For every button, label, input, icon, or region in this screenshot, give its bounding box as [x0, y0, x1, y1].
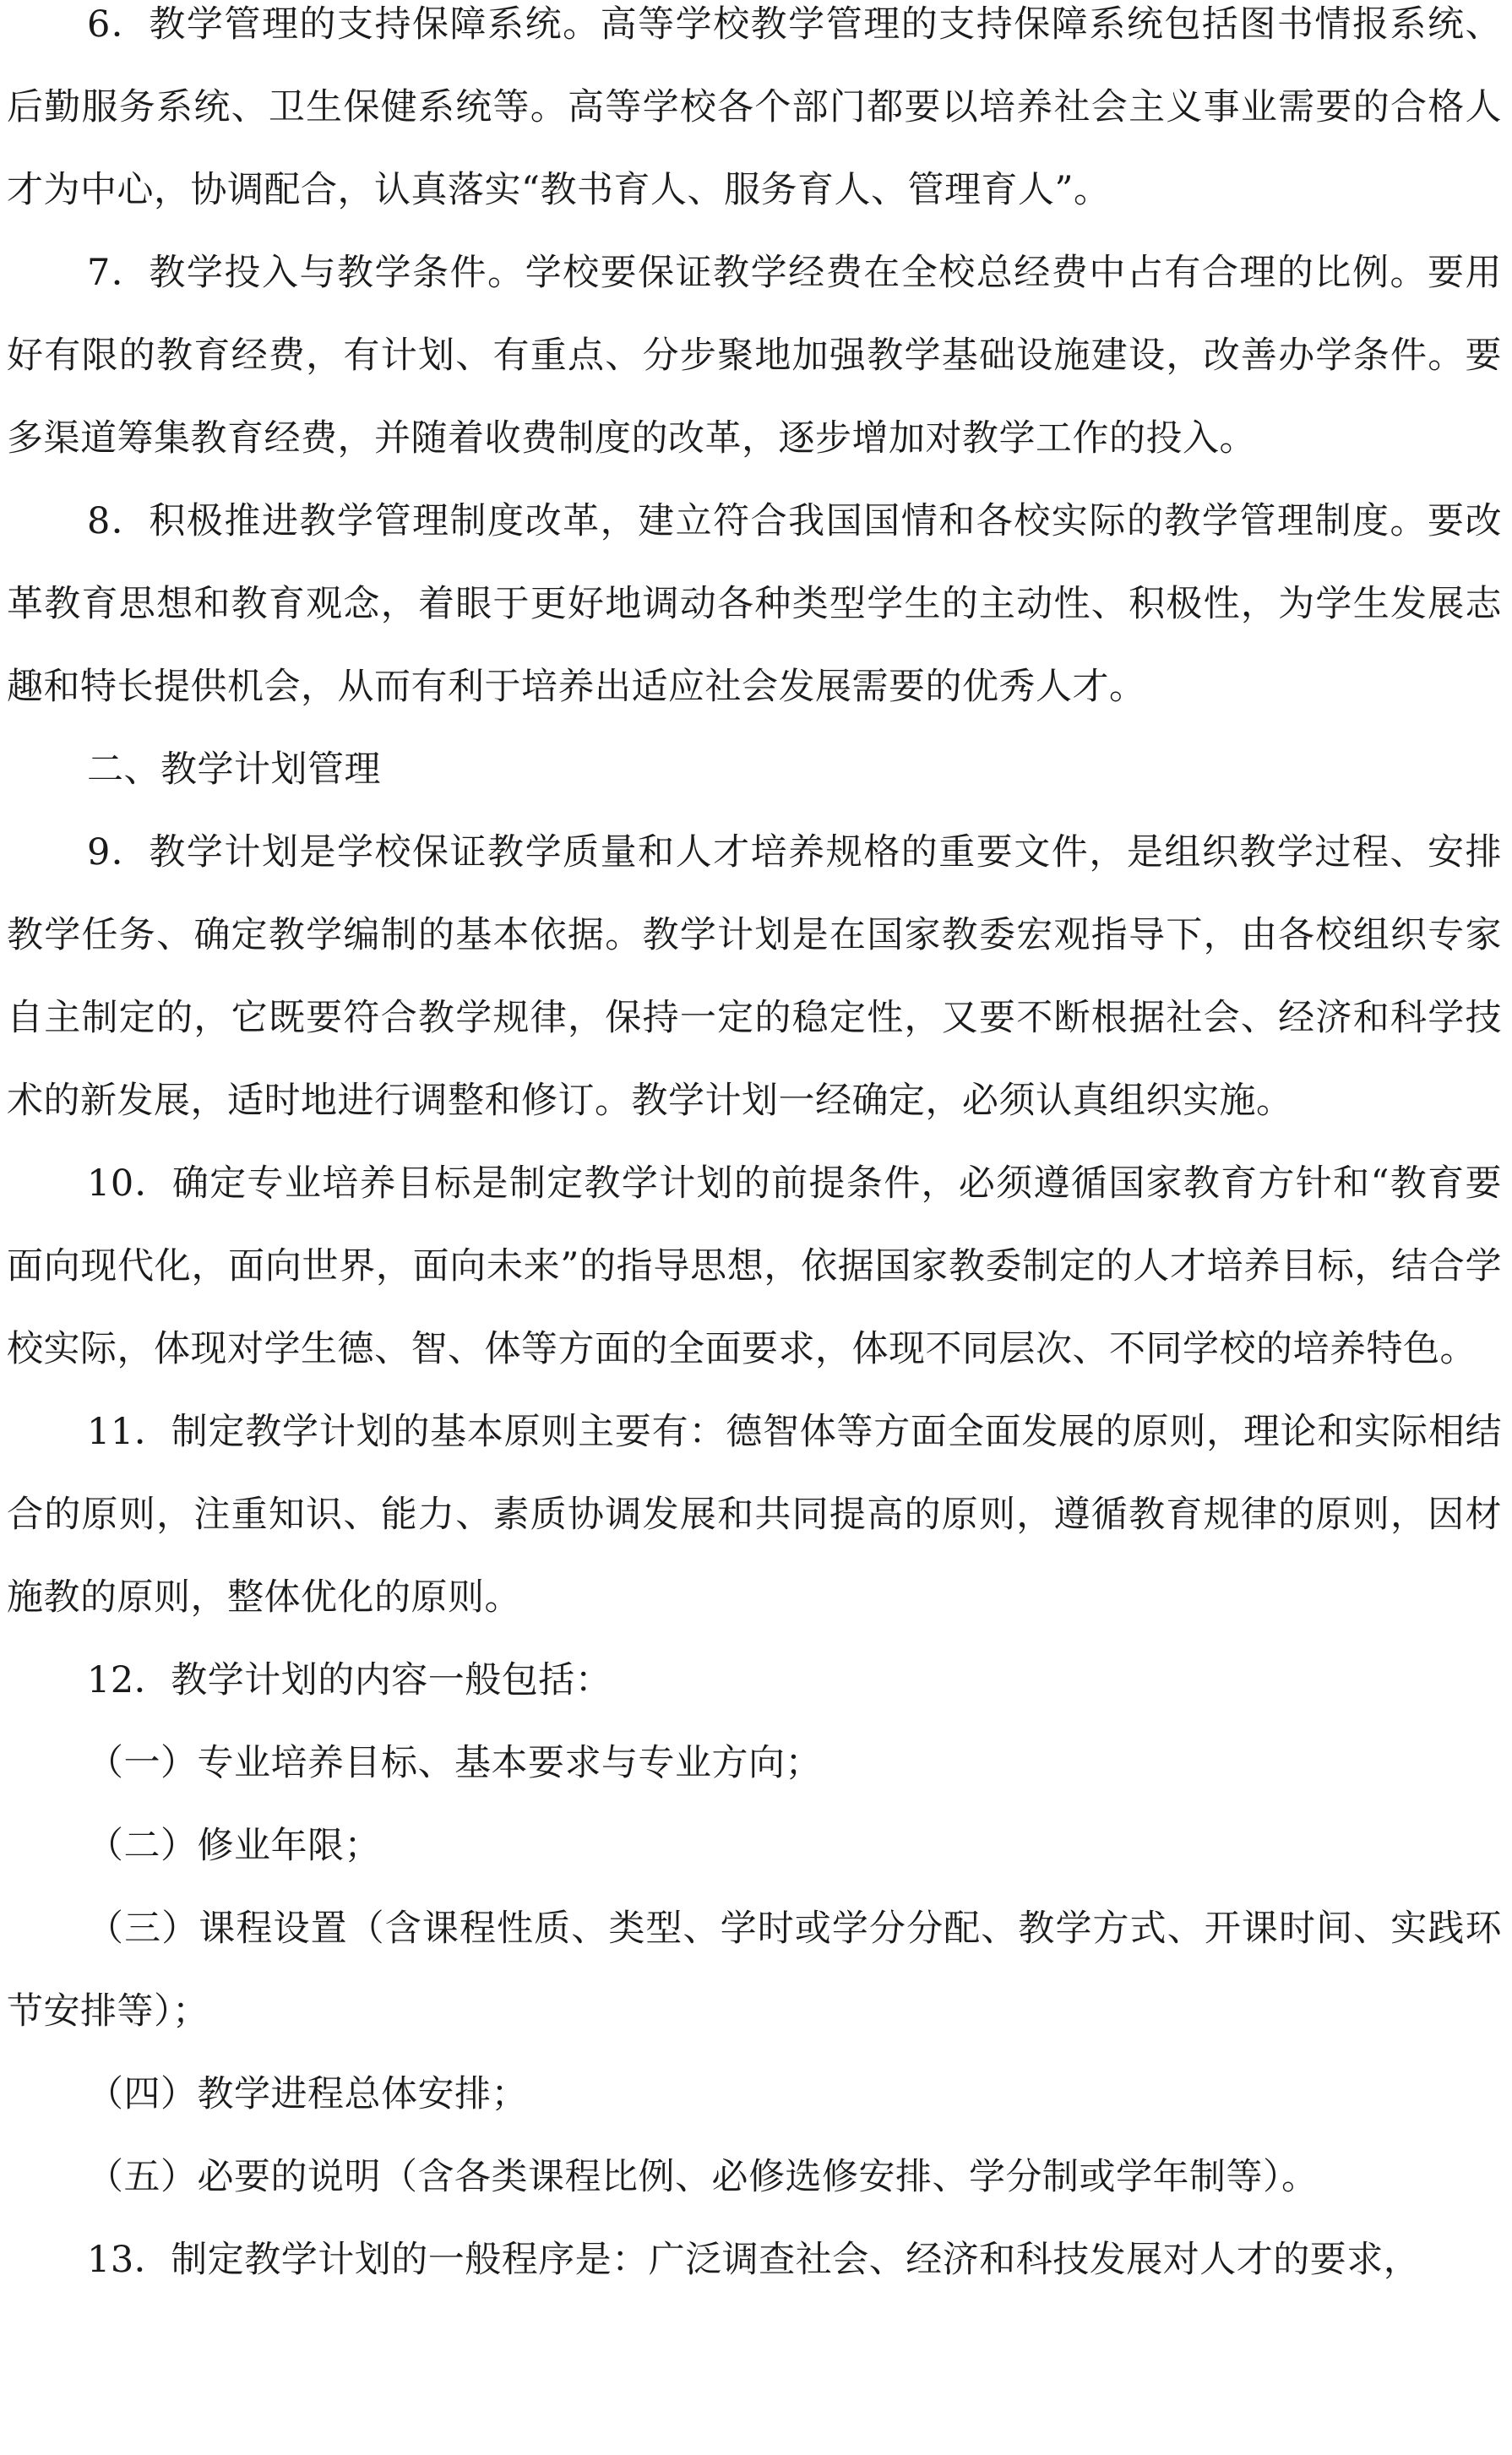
document-page [7, 0, 1502, 2301]
section-heading-teaching-plan: 二、教学计划管理 [87, 748, 381, 791]
list-item-2: （二）修业年限； [87, 1825, 381, 1867]
paragraph-12-plan-content: 12．教学计划的内容一般包括： [87, 1659, 612, 1701]
list-item-1: （一）专业培养目标、基本要求与专业方向； [87, 1742, 822, 1784]
list-item-5: （五）必要的说明（含各类课程比例、必修选修安排、学分制或学年制等）。 [87, 2156, 1319, 2198]
paragraph-8-management-reform: 8．积极推进教学管理制度改革，建立符合我国国情和各校实际的教学管理制度。要改革教育思想和教育观念，着眼于更好地调动各种类型学生的主动性、积极性，为学生发展志趣和特长提供机会，从而有利于培养出适应社会发展需要的优秀人才。 [7, 500, 1502, 708]
paragraph-9-teaching-plan: 9．教学计划是学校保证教学质量和人才培养规格的重要文件，是组织教学过程、安排教学任务、确定教学编制的基本依据。教学计划是在国家教委宏观指导下，由各校组织专家自主制定的，它既要符合教学规律，保持一定的稳定性，又要不断根据社会、经济和科学技术的新发展，适时地进行调整和修订。教学计划一经确定，必须认真组织实施。 [7, 831, 1502, 1122]
paragraph-6-support-system: 6．教学管理的支持保障系统。高等学校教学管理的支持保障系统包括图书情报系统、后勤服务系统、卫生保健系统等。高等学校各个部门都要以培养社会主义事业需要的合格人才为中心，协调配合，认真落实“教书育人、服务育人、管理育人”。 [7, 3, 1502, 211]
paragraph-7-teaching-investment: 7．教学投入与教学条件。学校要保证教学经费在全校总经费中占有合理的比例。要用好有限的教育经费，有计划、有重点、分步聚地加强教学基础设施建设，改善办学条件。要多渠道筹集教育经费，并随着收费制度的改革，逐步增加对教学工作的投入。 [7, 252, 1502, 460]
paragraph-10-training-goals: 10．确定专业培养目标是制定教学计划的前提条件，必须遵循国家教育方针和“教育要面向现代化，面向世界，面向未来”的指导思想，依据国家教委制定的人才培养目标，结合学校实际，体现对学生德、智、体等方面的全面要求，体现不同层次、不同学校的培养特色。 [7, 1162, 1502, 1370]
list-item-3: （三）课程设置（含课程性质、类型、学时或学分分配、教学方式、开课时间、实践环节安排等）； [7, 1908, 1502, 2033]
list-item-4: （四）教学进程总体安排； [87, 2073, 528, 2115]
paragraph-11-principles: 11．制定教学计划的基本原则主要有：德智体等方面全面发展的原则，理论和实际相结合的原则，注重知识、能力、素质协调发展和共同提高的原则，遵循教育规律的原则，因材施教的原则，整体优化的原则。 [7, 1411, 1502, 1619]
paragraph-13-procedure: 13．制定教学计划的一般程序是：广泛调查社会、经济和科技发展对人才的要求， [87, 2239, 1421, 2281]
